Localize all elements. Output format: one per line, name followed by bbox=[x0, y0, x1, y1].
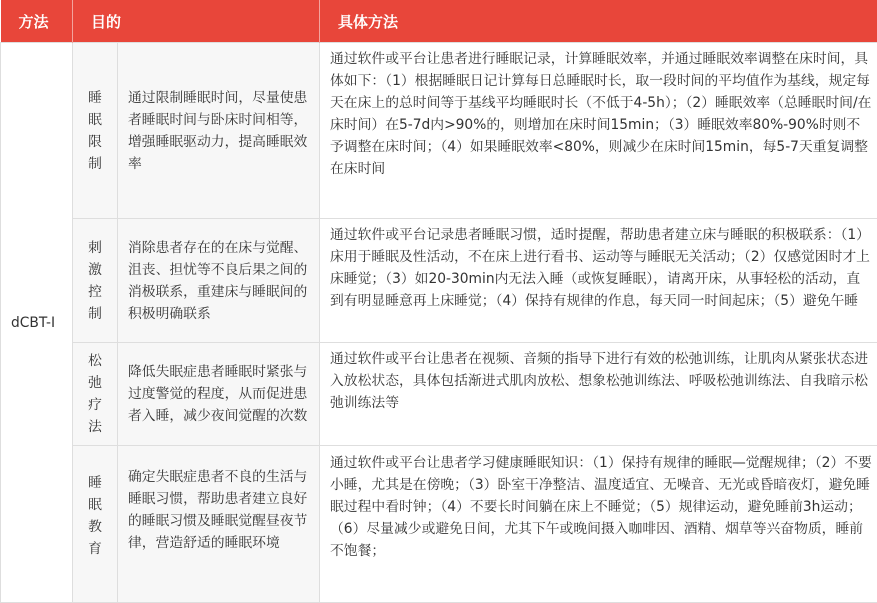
technique-cell: 睡眠限制 bbox=[73, 43, 118, 219]
method-name-cell: dCBT-I bbox=[1, 43, 73, 603]
goal-cell: 降低失眠症患者睡眠时紧张与过度警觉的程度，从而促进患者入睡，减少夜间觉醒的次数 bbox=[118, 343, 320, 446]
technique-cell: 刺激控制 bbox=[73, 219, 118, 343]
goal-cell: 消除患者存在的在床与觉醒、沮丧、担忧等不良后果之间的消极联系，重建床与睡眠间的积极明确联系 bbox=[118, 219, 320, 343]
detail-cell: 通过软件或平台记录患者睡眠习惯，适时提醒，帮助患者建立床与睡眠的积极联系：（1）床用于睡眠及性活动，不在床上进行看书、运动等与睡眠无关活动；（2）仅感觉困时才上床睡觉；（3）如20-30min内无法入睡（或恢复睡眠），请离开床，从事轻松的活动，直到有明显睡意再上床睡觉；（4）保持有规律的作息，每天同一时间起床；（5）避免午睡 bbox=[320, 219, 877, 343]
table-row bbox=[1, 446, 877, 603]
detail-cell: 通过软件或平台让患者进行睡眠记录，计算睡眠效率，并通过睡眠效率调整在床时间，具体如下：（1）根据睡眠日记计算每日总睡眠时长，取一段时间的平均值作为基线，规定每天在床上的总时间等于基线平均睡眠时长（不低于4-5h）；（2）睡眠效率（总睡眠时间/在床时间）在5-7d内>90%的，则增加在床时间15min；（3）睡眠效率80%-90%时则不予调整在床时间；（4）如果睡眠效率<80%，则减少在床时间15min，每5-7天重复调整在床时间 bbox=[320, 43, 877, 219]
technique-cell: 睡眠教育 bbox=[73, 446, 118, 603]
table-row bbox=[1, 43, 877, 219]
detail-cell: 通过软件或平台让患者在视频、音频的指导下进行有效的松弛训练，让肌肉从紧张状态进入放松状态，具体包括渐进式肌肉放松、想象松弛训练法、呼吸松弛训练法、自我暗示松弛训练法等 bbox=[320, 343, 877, 446]
header-detail: 具体方法 bbox=[320, 0, 877, 43]
table-row bbox=[1, 343, 877, 446]
goal-cell: 确定失眠症患者不良的生活与睡眠习惯，帮助患者建立良好的睡眠习惯及睡眠觉醒昼夜节律，营造舒适的睡眠环境 bbox=[118, 446, 320, 603]
header-goal: 目的 bbox=[73, 0, 320, 43]
technique-cell: 松弛疗法 bbox=[73, 343, 118, 446]
table-row bbox=[1, 219, 877, 343]
detail-cell: 通过软件或平台让患者学习健康睡眠知识：（1）保持有规律的睡眠—觉醒规律；（2）不要小睡，尤其是在傍晚；（3）卧室干净整洁、温度适宜、无噪音、无光或昏暗夜灯，避免睡眠过程中看时钟；（4）不要长时间躺在床上不睡觉；（5）规律运动，避免睡前3h运动；（6）尽量减少或避免日间，尤其下午或晚间摄入咖啡因、酒精、烟草等兴奋物质，睡前不饱餐； bbox=[320, 446, 877, 603]
goal-cell: 通过限制睡眠时间，尽量使患者睡眠时间与卧床时间相等，增强睡眠驱动力，提高睡眠效率 bbox=[118, 43, 320, 219]
header-method: 方法 bbox=[1, 0, 73, 43]
table-header-row bbox=[1, 0, 877, 43]
